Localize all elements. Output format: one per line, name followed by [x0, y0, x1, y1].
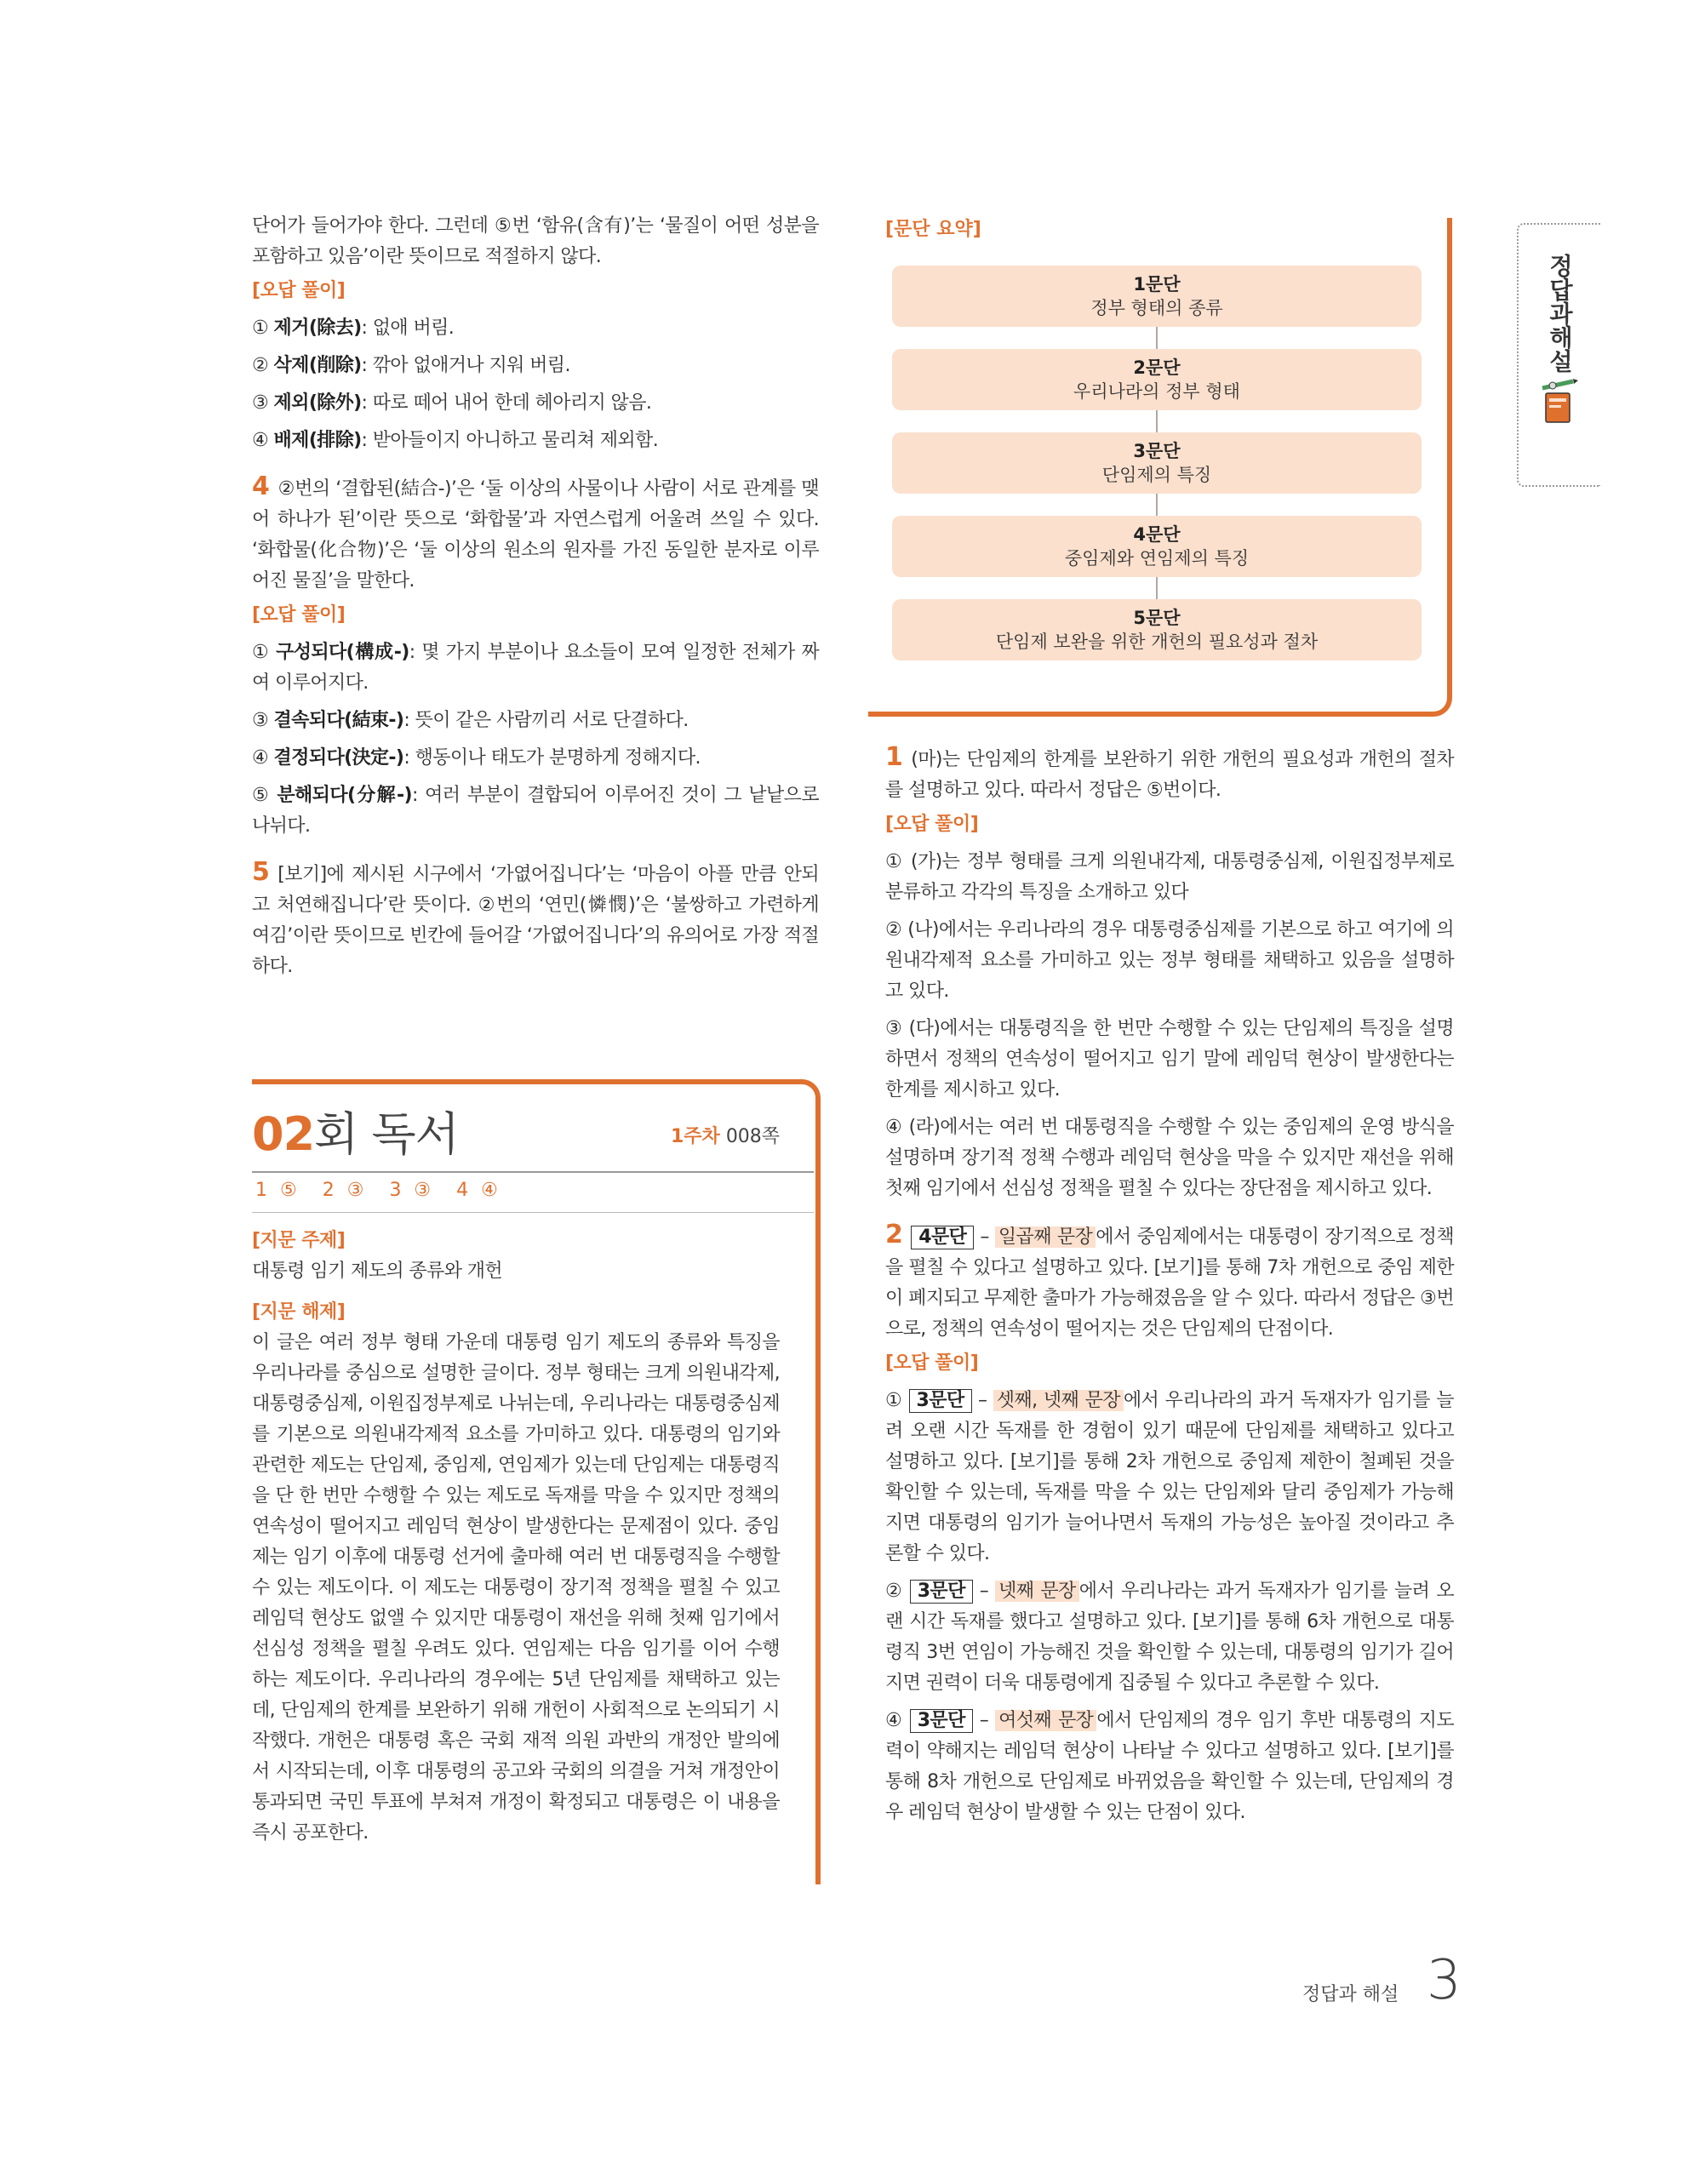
paragraph-summary-text: 중임제와 연임제의 특징: [1064, 548, 1250, 569]
dash: –: [979, 1581, 989, 1602]
definition: : 깎아 없애거나 지워 버림.: [361, 355, 570, 376]
wrong-answer-item: [252, 780, 819, 842]
answer-item: 2 ③: [322, 1180, 364, 1201]
side-tab-text: 정답과해설: [1546, 254, 1574, 373]
question-1-text: (마)는 단임제의 한계를 보완하기 위한 개헌의 필요성과 개헌의 절차를 설명하고 있다. 따라서 정답은 ⑤번이다.: [885, 749, 1454, 801]
question-2-text: 에서 중임제에서는 대통령이 장기적으로 정책을 펼칠 수 있다고 설명하고 있다. [보기]를 통해 7차 개헌으로 중임 제한이 폐지되고 무제한 출마가 가능해졌음을 알 수 있다. 따라서 정답은 ③번으로, 정책의 연속성이 떨어지는 것은 단임제의 단점이다.: [885, 1226, 1454, 1340]
wrong-answer-label: [오답 풀이]: [252, 604, 346, 626]
term: 분해되다(分解-): [277, 785, 412, 806]
analysis-label: [지문 해제]: [252, 1301, 346, 1323]
wrong-answer-item: ① (가)는 정부 형태를 크게 의원내각제, 대통령중심제, 이원집정부제로 분류하고 각각의 특징을 소개하고 있다: [885, 851, 1454, 903]
answer-item: 1 ⑤: [255, 1180, 297, 1201]
definition: : 따로 떼어 내어 한데 헤아리지 않음.: [361, 392, 652, 414]
divider: [252, 1212, 814, 1213]
item-marker: ④: [885, 1710, 910, 1731]
term: 삭제(削除): [273, 355, 362, 376]
paragraph-title: 1문단: [1133, 274, 1181, 294]
week-label: 1주차: [671, 1126, 720, 1147]
dash: –: [977, 1390, 987, 1411]
item-marker: ④: [252, 430, 274, 451]
term: 배제(排除): [273, 430, 362, 451]
wrong-answer-label: [오답 풀이]: [885, 814, 979, 835]
question-number: 1: [885, 742, 903, 772]
wrong-answer-item: [885, 1706, 1454, 1828]
paragraph-tag: 4문단: [911, 1226, 974, 1249]
wrong-answer-item: [252, 313, 819, 344]
wrong-answer-item: [252, 426, 819, 456]
wrong-answer-list: [885, 847, 1454, 1204]
side-tab-label: [1542, 254, 1576, 432]
section-number: 02: [252, 1107, 315, 1161]
dash: –: [979, 1710, 989, 1731]
analysis-text: 이 글은 여러 정부 형태 가운데 대통령 임기 제도의 종류와 특징을 우리나라를 중심으로 설명한 글이다. 정부 형태는 크게 의원내각제, 대통령중심제, 이원집정부제로 나뉘는데, 우리나라는 대통령중심제를 기본으로 의원내각제적 요소를 가미하고 있다. 대통령의 임기와 관련한 제도는 단임제, 중임제, 연임제가 있는데 단임제는 대통령직을 단 한 번만 수행할 수 있는 제도로 독재를 막을 수 있지만 정책의 연속성이 떨어지고 레임덕 현상이 발생한다는 문제점이 있다. 중임제는 임기 이후에 대통령 선거에 출마해 여러 번 대통령직을 수행할 수 있는 제도이다. 이 제도는 대통령이 장기적 정책을 펼칠 수 있고 레임덕 현상도 없앨 수 있지만 대통령이 재선을 위해 첫째 임기에서 선심성 정책을 펼칠 우려도 있다. 연임제는 다음 임기를 이어 수행하는 제도이다. 우리나라의 경우에는 5년 단임제를 채택하고 있는데, 단임제의 한계를 보완하기 위해 개헌이 사회적으로 논의되기 시작했다. 개헌은 대통령 혹은 국회 재적 의원 과반의 개정안 발의에서 시작되는데, 이후 대통령의 공고와 국회의 의결을 거쳐 개정안이 통과되면 국민 투표에 부쳐져 개정이 확정되고 대통령은 이 내용을 즉시 공포한다.: [252, 1332, 780, 1844]
connector-line: [1156, 577, 1158, 599]
answer-row: [255, 1180, 523, 1201]
question-5-text: [보기]에 제시된 시구에서 ‘가엾어집니다’는 ‘마음이 아플 만큼 안되고 처연해집니다’란 뜻이다. ②번의 ‘연민(憐憫)’은 ‘불쌍하고 가련하게 여김’이란 뜻이므로 빈칸에 들어갈 ‘가엾어집니다’의 유의어로 가장 적절하다.: [252, 864, 819, 977]
answer-item: 4 ④: [456, 1180, 498, 1201]
connector-line: [1156, 494, 1158, 516]
paragraph-title: 2문단: [1133, 357, 1181, 378]
connector-line: [1156, 327, 1158, 349]
wrong-answer-item: [252, 637, 819, 699]
paragraph-summary-text: 정부 형태의 종류: [1090, 298, 1223, 318]
wrong-answer-item: [885, 1386, 1454, 1569]
right-column: [885, 742, 1454, 1828]
term: 구성되다(構成-): [276, 642, 409, 663]
item-marker: ②: [252, 355, 274, 376]
intro-paragraph: 단어가 들어가야 한다. 그런데 ⑤번 ‘함유(含有)’는 ‘물질이 어떤 성분을 포함하고 있음’이란 뜻이므로 적절하지 않다.: [252, 215, 819, 267]
paragraph-summary-text: 우리나라의 정부 형태: [1073, 381, 1240, 402]
connector-line: [1156, 410, 1158, 432]
sentence-highlight: 여섯째 문장: [995, 1710, 1096, 1731]
section-title-text: 회 독서: [314, 1107, 459, 1161]
wrong-answer-item: [252, 743, 819, 774]
sentence-highlight: 일곱째 문장: [995, 1226, 1096, 1248]
footer-label: 정답과 해설: [1302, 1984, 1399, 2005]
item-marker: ①: [252, 317, 274, 339]
question-number: 5: [252, 857, 270, 887]
wrong-answer-item: ② (나)에서는 우리나라의 경우 대통령중심제를 기본으로 하고 여기에 의원내각제적 요소를 가미하고 있는 정부 형태를 채택하고 있음을 설명하고 있다.: [885, 919, 1454, 1002]
page-ref: 008쪽: [725, 1126, 781, 1147]
definition: : 없애 버림.: [361, 317, 455, 339]
definition: : 몇 가지 부분이나 요소들이 모여 일정한 전체가 짜여 이루어지다.: [252, 642, 819, 694]
wrong-answer-list: [252, 637, 819, 842]
paragraph-summary-text: 단임제 보완을 위한 개헌의 필요성과 절차: [995, 632, 1319, 652]
item-marker: ①: [885, 1390, 909, 1411]
item-marker: ④: [252, 747, 274, 769]
question-number: 4: [252, 472, 270, 501]
sentence-highlight: 넷째 문장: [995, 1581, 1079, 1602]
explanation-text: 에서 단임제의 경우 임기 후반 대통령의 지도력이 약해지는 레임덕 현상이 나타날 수 있다고 설명하고 있다. [보기]를 통해 8차 개헌으로 단임제로 바뀌었음을 확인할 수 있는데, 단임제의 경우 레임덕 현상이 발생할 수 있는 단점이 있다.: [885, 1710, 1454, 1823]
wrong-answer-item: ④ (라)에서는 여러 번 대통령직을 수행할 수 있는 중임제의 운영 방식을 설명하며 장기적 정책 수행과 레임덕 현상을 막을 수 있지만 재선을 위해 첫째 임기에서 선심성 정책을 펼칠 수 있다는 장단점을 제시하고 있다.: [885, 1117, 1454, 1199]
wrong-answer-item: [252, 351, 819, 381]
section-content: [252, 1222, 780, 1849]
term: 제거(除去): [273, 317, 362, 339]
question-number: 2: [885, 1220, 903, 1249]
paragraph-summary-text: 단임제의 특징: [1101, 465, 1212, 485]
summary-paragraph-box: [892, 432, 1422, 494]
question-1: [885, 742, 1454, 806]
left-column: [252, 211, 819, 982]
question-4: [252, 472, 819, 597]
sentence-highlight: 셋째, 넷째 문장: [993, 1390, 1124, 1411]
explanation-text: 에서 우리나라는 과거 독재자가 임기를 늘려 오랜 시간 독재를 했다고 설명하고 있다. [보기]를 통해 6차 개헌으로 대통령직 3번 연임이 가능해진 것을 확인할 수 있는데, 대통령의 임기가 길어지면 권력이 더욱 대통령에게 집중될 수 있다고 추론할 수 있다.: [885, 1581, 1454, 1694]
wrong-answer-list: [252, 313, 819, 456]
dash: –: [980, 1226, 989, 1248]
paragraph-title: 3문단: [1133, 441, 1181, 461]
wrong-answer-item: ③ (다)에서는 대통령직을 한 번만 수행할 수 있는 단임제의 특징을 설명하면서 정책의 연속성이 떨어지고 임기 말에 레임덕 현상이 발생한다는 한계를 제시하고 있다.: [885, 1018, 1454, 1101]
answer-item: 3 ③: [389, 1180, 432, 1201]
paragraph-tag: 3문단: [910, 1580, 973, 1604]
wrong-answer-label: [오답 풀이]: [885, 1352, 979, 1374]
wrong-answer-item: [252, 706, 819, 736]
paragraph-title: 4문단: [1133, 524, 1181, 545]
summary-paragraph-box: [892, 349, 1422, 410]
summary-label: [문단 요약]: [885, 219, 981, 240]
book-pencil-icon: [1539, 376, 1578, 426]
section-title: [252, 1098, 459, 1163]
summary-paragraph-box: [892, 516, 1422, 577]
section-week: [671, 1122, 780, 1148]
definition: : 뜻이 같은 사람끼리 서로 단결하다.: [403, 710, 689, 731]
divider: [252, 1171, 814, 1173]
wrong-answer-label: [오답 풀이]: [252, 280, 346, 301]
item-marker: ⑤: [252, 785, 277, 806]
summary-paragraph-box: [892, 266, 1422, 327]
wrong-answer-list: [885, 1386, 1454, 1828]
paragraph-tag: 3문단: [909, 1389, 972, 1413]
topic-label: [지문 주제]: [252, 1230, 346, 1251]
definition: : 받아들이지 아니하고 물리쳐 제외함.: [361, 430, 659, 451]
question-2: [885, 1220, 1454, 1345]
paragraph-tag: 3문단: [910, 1709, 973, 1733]
wrong-answer-item: [885, 1576, 1454, 1699]
page-number: 3: [1427, 1949, 1462, 2012]
question-4-text: ②번의 ‘결합된(結合-)’은 ‘둘 이상의 사물이나 사람이 서로 관계를 맺어 하나가 된’이란 뜻으로 ‘화합물’과 자연스럽게 어울려 쓰일 수 있다. ‘화합물(化合物)’은 ‘둘 이상의 원소의 원자를 가진 동일한 분자로 이루어진 물질’을 말한다.: [252, 478, 819, 592]
paragraph-title: 5문단: [1133, 608, 1181, 628]
item-marker: ③: [252, 710, 274, 731]
term: 제외(除外): [273, 392, 362, 414]
item-marker: ②: [885, 1581, 910, 1602]
term: 결속되다(結束-): [273, 710, 404, 731]
question-5: [252, 857, 819, 982]
topic-text: 대통령 임기 제도의 종류와 개헌: [252, 1261, 503, 1282]
explanation-text: 에서 우리나라의 과거 독재자가 임기를 늘려 오랜 시간 독재를 한 경험이 있기 때문에 단임제를 채택하고 있다고 설명하고 있다. [보기]를 통해 2차 개헌으로 중임제 제한이 철폐된 것을 확인할 수 있는데, 독재를 막을 수 있는 단임제와 달리 중임제가 가능해지면 대통령의 임기가 늘어나면서 독재의 가능성은 높아질 것이라고 추론할 수 있다.: [885, 1390, 1454, 1564]
item-marker: ③: [252, 392, 274, 414]
paragraph-summary: [882, 214, 1452, 717]
term: 결정되다(決定-): [273, 747, 404, 769]
definition: : 행동이나 태도가 분명하게 정해지다.: [403, 747, 701, 769]
wrong-answer-item: [252, 388, 819, 419]
item-marker: ①: [252, 642, 277, 663]
definition: : 여러 부분이 결합되어 이루어진 것이 그 낱낱으로 나뉘다.: [252, 785, 819, 837]
summary-paragraph-box: [892, 599, 1422, 660]
